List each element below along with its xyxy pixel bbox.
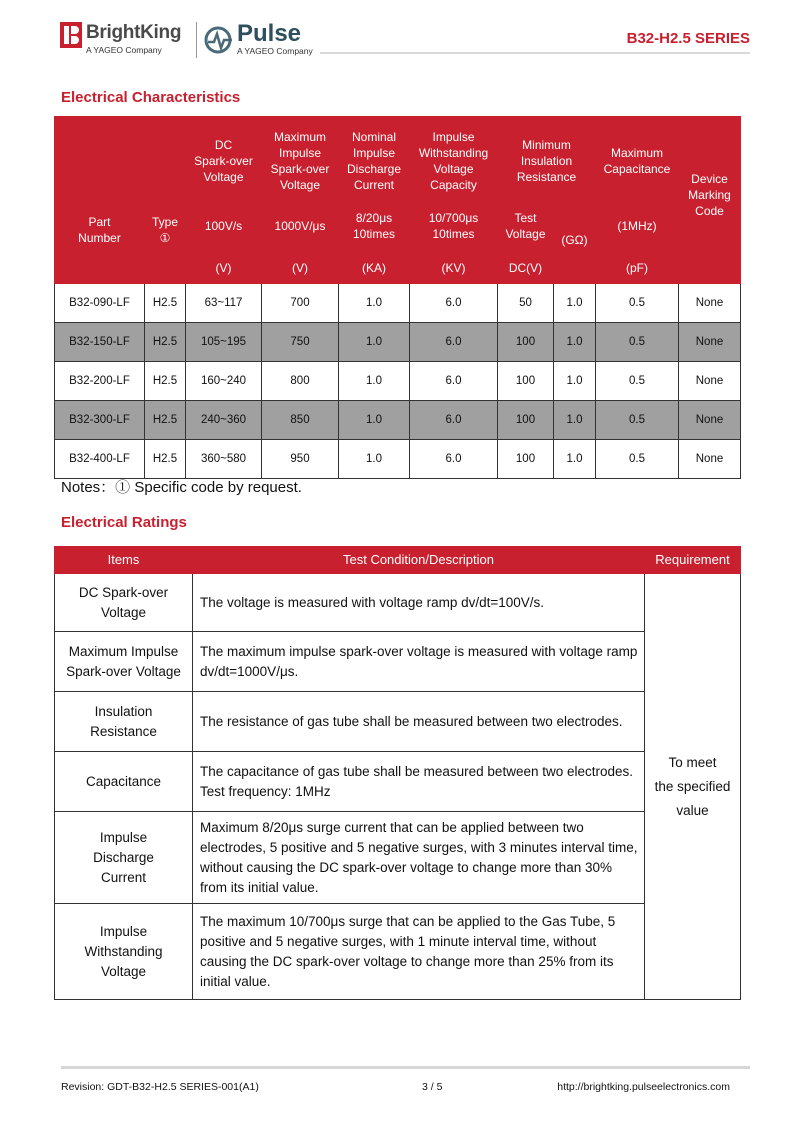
max-impulse: 800 (262, 362, 339, 401)
max-impulse: 750 (262, 323, 339, 362)
part-number: B32-150-LF (55, 323, 145, 362)
insulation-resistance: 1.0 (554, 284, 596, 323)
footer-url: http://brightking.pulseelectronics.com (557, 1081, 730, 1093)
logo-separator (196, 22, 197, 58)
pulse-logo (204, 22, 324, 58)
brightking-name: BrightKing (86, 22, 182, 43)
requirement-value: To meet the specified value (645, 574, 741, 1000)
brightking-logo (60, 22, 188, 58)
characteristics-title: Electrical Characteristics (61, 89, 241, 106)
impulse-withstanding: 6.0 (410, 440, 498, 479)
header-divider (320, 52, 750, 54)
header-marking-code: Device Marking Code (679, 117, 741, 284)
test-voltage: 100 (498, 362, 554, 401)
part-number: B32-090-LF (55, 284, 145, 323)
header-test-voltage: Test Voltage (498, 200, 554, 253)
test-voltage: 100 (498, 323, 554, 362)
table-row (55, 752, 741, 812)
capacitance: 0.5 (596, 362, 679, 401)
part-number: B32-200-LF (55, 362, 145, 401)
unit-test-voltage: DC(V) (498, 253, 554, 284)
max-impulse: 850 (262, 401, 339, 440)
header-requirement: Requirement (645, 547, 741, 574)
table-row (55, 284, 741, 323)
table-row (55, 323, 741, 362)
marking-code: None (679, 401, 741, 440)
dc-spark-over: 240~360 (186, 401, 262, 440)
rating-description: The resistance of gas tube shall be measured between two electrodes. (193, 692, 645, 752)
unit-iwvc: (KV) (410, 253, 498, 284)
impulse-withstanding: 6.0 (410, 401, 498, 440)
ratings-title: Electrical Ratings (61, 514, 187, 531)
test-voltage: 50 (498, 284, 554, 323)
table-row (55, 401, 741, 440)
table-row (55, 440, 741, 479)
rating-item: Impulse Withstanding Voltage (55, 904, 193, 1000)
marking-code: None (679, 440, 741, 479)
unit-dc: (V) (186, 253, 262, 284)
table-row (55, 362, 741, 401)
impulse-withstanding: 6.0 (410, 362, 498, 401)
rating-item: Capacitance (55, 752, 193, 812)
part-number: B32-400-LF (55, 440, 145, 479)
table-row (55, 812, 741, 904)
series-title: B32-H2.5 SERIES (626, 30, 750, 47)
insulation-resistance: 1.0 (554, 323, 596, 362)
pulse-name: Pulse (237, 20, 302, 47)
insulation-resistance: 1.0 (554, 440, 596, 479)
nominal-discharge: 1.0 (339, 440, 410, 479)
header-gohm: (GΩ) (554, 200, 596, 284)
rating-item: DC Spark-over Voltage (55, 574, 193, 632)
footer-divider (61, 1066, 750, 1069)
header-max-capacitance: Maximum Capacitance (596, 117, 679, 200)
capacitance: 0.5 (596, 323, 679, 362)
test-voltage: 100 (498, 401, 554, 440)
rating-description: Maximum 8/20μs surge current that can be applied between two electrodes, 5 positive and 5 negative surges, with 3 minutes interval time, without causing the DC spark-over voltage to change more than 30% from its initial value. (193, 812, 645, 904)
header-max-impulse: Maximum Impulse Spark-over Voltage (262, 117, 339, 200)
rating-item: Maximum Impulse Spark-over Voltage (55, 632, 193, 692)
capacitance: 0.5 (596, 401, 679, 440)
type: H2.5 (145, 401, 186, 440)
insulation-resistance: 1.0 (554, 401, 596, 440)
footer-page-number: 3 / 5 (422, 1081, 443, 1093)
nominal-discharge: 1.0 (339, 401, 410, 440)
rating-item: Impulse Discharge Current (55, 812, 193, 904)
nominal-discharge: 1.0 (339, 323, 410, 362)
type: H2.5 (145, 323, 186, 362)
dc-spark-over: 160~240 (186, 362, 262, 401)
marking-code: None (679, 284, 741, 323)
header-description: Test Condition/Description (193, 547, 645, 574)
header-items: Items (55, 547, 193, 574)
impulse-withstanding: 6.0 (410, 284, 498, 323)
header-mis-condition: 1000V/μs (262, 200, 339, 253)
notes: Notes：① Specific code by request. (61, 479, 302, 496)
brightking-subtitle: A YAGEO Company (86, 45, 162, 55)
dc-spark-over: 63~117 (186, 284, 262, 323)
dc-spark-over: 105~195 (186, 323, 262, 362)
dc-spark-over: 360~580 (186, 440, 262, 479)
brightking-mark-icon (60, 22, 82, 48)
marking-code: None (679, 362, 741, 401)
header-dc-spark-over: DC Spark-over Voltage (186, 117, 262, 200)
rating-description: The maximum impulse spark-over voltage is measured with voltage ramp dv/dt=1000V/μs. (193, 632, 645, 692)
type: H2.5 (145, 440, 186, 479)
footer-revision: Revision: GDT-B32-H2.5 SERIES-001(A1) (61, 1081, 259, 1093)
unit-nidc: (KA) (339, 253, 410, 284)
capacitance: 0.5 (596, 284, 679, 323)
pulse-subtitle: A YAGEO Company (237, 46, 313, 56)
marking-code: None (679, 323, 741, 362)
header-nominal-discharge: Nominal Impulse Discharge Current (339, 117, 410, 200)
rating-item: Insulation Resistance (55, 692, 193, 752)
unit-capacitance: (pF) (596, 253, 679, 284)
type: H2.5 (145, 284, 186, 323)
rating-description: The capacitance of gas tube shall be measured between two electrodes. Test frequency: 1MHz (193, 752, 645, 812)
max-impulse: 700 (262, 284, 339, 323)
type: H2.5 (145, 362, 186, 401)
table-row (55, 574, 741, 632)
rating-description: The voltage is measured with voltage ramp dv/dt=100V/s. (193, 574, 645, 632)
unit-mis: (V) (262, 253, 339, 284)
header-iwvc-condition: 10/700μs 10times (410, 200, 498, 253)
header-nidc-condition: 8/20μs 10times (339, 200, 410, 253)
impulse-withstanding: 6.0 (410, 323, 498, 362)
pulse-mark-icon (204, 26, 234, 54)
test-voltage: 100 (498, 440, 554, 479)
header-dc-condition: 100V/s (186, 200, 262, 253)
header-impulse-withstanding: Impulse Withstanding Voltage Capacity (410, 117, 498, 200)
characteristics-table (54, 116, 741, 479)
header-capacitance-condition: (1MHz) (596, 200, 679, 253)
nominal-discharge: 1.0 (339, 284, 410, 323)
max-impulse: 950 (262, 440, 339, 479)
ratings-table (54, 546, 741, 1000)
table-row (55, 632, 741, 692)
table-row (55, 904, 741, 1000)
insulation-resistance: 1.0 (554, 362, 596, 401)
nominal-discharge: 1.0 (339, 362, 410, 401)
header-min-insulation: Minimum Insulation Resistance (498, 117, 596, 200)
header-type: Type ① (145, 117, 186, 284)
header-part-number: Part Number (55, 117, 145, 284)
rating-description: The maximum 10/700μs surge that can be applied to the Gas Tube, 5 positive and 5 negative surges, with 1 minute interval time, without causing the DC spark-over voltage to change more than 25% from its initial value. (193, 904, 645, 1000)
capacitance: 0.5 (596, 440, 679, 479)
table-row (55, 692, 741, 752)
part-number: B32-300-LF (55, 401, 145, 440)
